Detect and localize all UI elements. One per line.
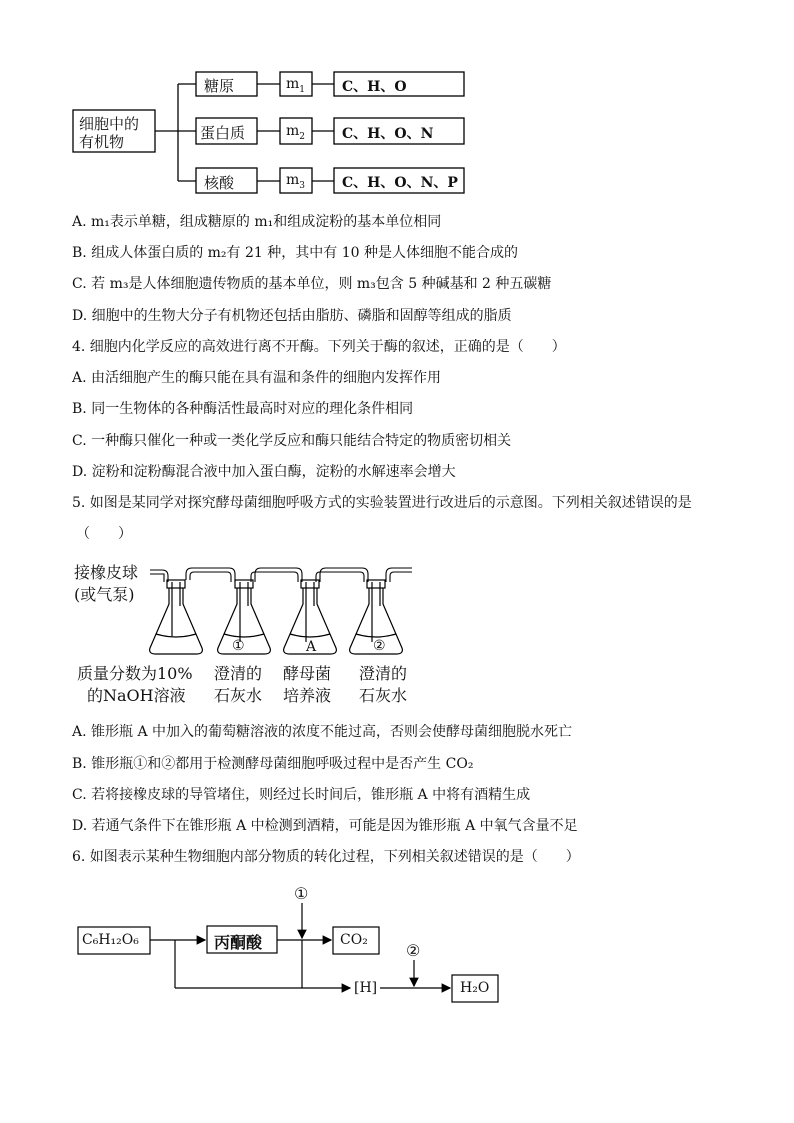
q5-stem: 5. 如图是某同学对探究酵母菌细胞呼吸方式的实验装置进行改进后的示意图。下列相关叙述错误的是 xyxy=(72,495,692,511)
q5-option-c: C. 若将接橡皮球的导管堵住，则经过长时间后，锥形瓶 A 中将有酒精生成 xyxy=(72,787,531,803)
h2o-label: H₂O xyxy=(460,980,490,996)
pyruvate-label: 丙酮酸 xyxy=(214,933,263,952)
row1-elements: C、H、O xyxy=(342,79,407,95)
flask-label-lime1-2: 石灰水 xyxy=(214,686,263,705)
q4-stem: 4. 细胞内化学反应的高效进行离不开酶。下列关于酶的叙述，正确的是（ ） xyxy=(72,339,566,355)
q6-stem: 6. 如图表示某种生物细胞内部分物质的转化过程，下列相关叙述错误的是（ ） xyxy=(72,849,580,865)
flask-label-naoh-1: 质量分数为10% xyxy=(77,664,193,683)
root-label-line1: 细胞中的 xyxy=(79,115,140,133)
q5-option-a: A. 锥形瓶 A 中加入的葡萄糖溶液的浓度不能过高，否则会使酵母菌细胞脱水死亡 xyxy=(72,724,573,740)
h-label: [H] xyxy=(354,980,378,996)
row2-m: $m_2$ xyxy=(286,123,306,142)
q4-option-b: B. 同一生物体的各种酶活性最高时对应的理化条件相同 xyxy=(72,401,414,417)
glucose-label: C₆H₁₂O₆ xyxy=(82,932,139,948)
q4-option-c: C. 一种酶只催化一种或一类化学反应和酶只能结合特定的物质密切相关 xyxy=(72,433,512,449)
q3-option-d: D. 细胞中的生物大分子有机物还包括由脂肪、磷脂和固醇等组成的脂质 xyxy=(72,308,512,324)
row3-m: $m_3$ xyxy=(286,172,306,191)
flask-mark-2: ② xyxy=(373,638,386,654)
q5-stem-paren: （ ） xyxy=(76,526,132,542)
row2-name: 蛋白质 xyxy=(200,124,246,142)
row3-name: 核酸 xyxy=(204,174,235,192)
q4-option-a: A. 由活细胞产生的酶只能在具有温和条件的细胞内发挥作用 xyxy=(72,370,442,386)
row1-name: 糖原 xyxy=(204,77,235,95)
flask-label-yeast-2: 培养液 xyxy=(283,686,332,705)
row2-elements: C、H、O、N xyxy=(342,126,434,142)
flask-label-yeast-1: 酵母菌 xyxy=(283,664,332,683)
flask-mark-a: A xyxy=(306,639,317,655)
q3-option-c: C. 若 m₃是人体细胞遗传物质的基本单位，则 m₃包含 5 种碱基和 2 种五碳糖 xyxy=(72,276,552,292)
flask-label-lime2-1: 澄清的 xyxy=(359,664,408,683)
row1-m: $m_1$ xyxy=(286,76,306,95)
flask-label-lime1-1: 澄清的 xyxy=(214,664,263,683)
root-label-line2: 有机物 xyxy=(79,133,125,151)
q4-option-d: D. 淀粉和淀粉酶混合液中加入蛋白酶，淀粉的水解速率会增大 xyxy=(72,464,456,480)
co2-label: CO₂ xyxy=(340,932,368,948)
flask-label-naoh-2: 的NaOH溶液 xyxy=(87,686,186,705)
mark-1: ① xyxy=(294,884,309,903)
q3-option-a: A. m₁表示单糖，组成糖原的 m₁和组成淀粉的基本单位相同 xyxy=(72,214,442,230)
pump-label-line2: (或气泵) xyxy=(74,585,135,604)
flask-label-lime2-2: 石灰水 xyxy=(359,686,408,705)
q3-option-b: B. 组成人体蛋白质的 m₂有 21 种，其中有 10 种是人体细胞不能合成的 xyxy=(72,245,518,261)
flask-mark-1: ① xyxy=(232,638,245,654)
q5-option-d: D. 若通气条件下在锥形瓶 A 中检测到酒精，可能是因为锥形瓶 A 中氧气含量不足 xyxy=(72,818,578,834)
row3-elements: C、H、O、N、P xyxy=(342,175,458,191)
mark-2: ② xyxy=(406,941,421,960)
q5-option-b: B. 锥形瓶①和②都用于检测酵母菌细胞呼吸过程中是否产生 CO₂ xyxy=(72,756,474,772)
pump-label-line1: 接橡皮球 xyxy=(74,563,139,582)
